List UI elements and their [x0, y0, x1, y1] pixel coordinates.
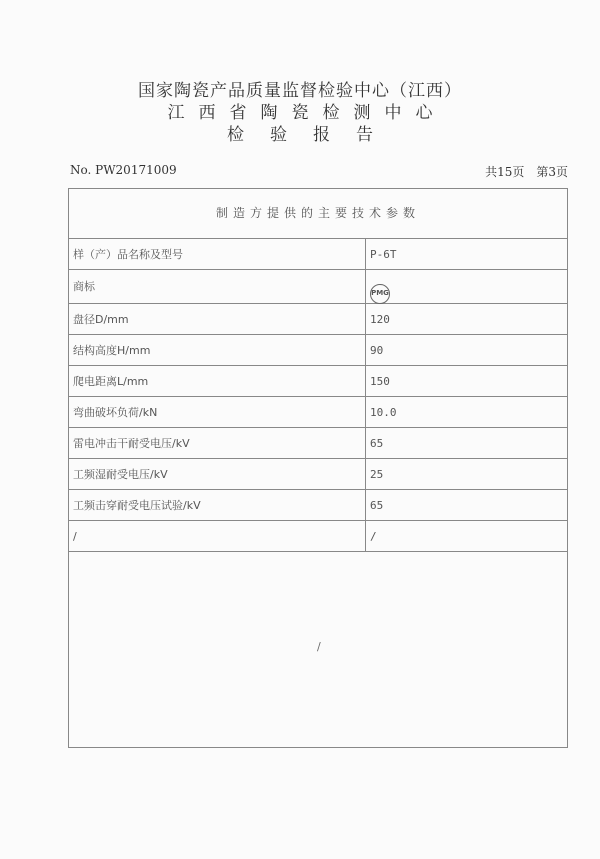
row-value: 65 [370, 437, 384, 450]
table-row [69, 304, 567, 335]
table-row [69, 521, 567, 552]
table-row [69, 335, 567, 366]
row-label: 弯曲破坏负荷/kN [69, 397, 366, 427]
parameter-table [68, 188, 568, 748]
row-value: 120 [370, 313, 390, 326]
table-row [69, 270, 567, 304]
row-label: 结构高度H/mm [69, 335, 366, 365]
row-label: 雷电冲击干耐受电压/kV [69, 428, 366, 458]
row-label: 工频击穿耐受电压试验/kV [69, 490, 366, 520]
table-blank-area [69, 552, 567, 728]
table-title: 制造方提供的主要技术参数 [69, 189, 567, 239]
row-label: 盘径D/mm [69, 304, 366, 334]
table-row [69, 397, 567, 428]
row-label: 商标 [69, 270, 366, 303]
table-row [69, 428, 567, 459]
row-value: 150 [370, 375, 390, 388]
row-label: 爬电距离L/mm [69, 366, 366, 396]
row-value: 25 [370, 468, 384, 481]
report-header [0, 80, 600, 146]
row-value: / [370, 530, 377, 543]
header-report-title: 检验报告 [227, 125, 399, 145]
row-value [366, 270, 567, 303]
row-label: / [69, 521, 366, 551]
header-institution: 国家陶瓷产品质量监督检验中心（江西） [138, 81, 462, 101]
table-row [69, 459, 567, 490]
row-value: 90 [370, 344, 384, 357]
row-value: 65 [370, 499, 384, 512]
table-row [69, 239, 567, 270]
row-value: 10.0 [370, 406, 397, 419]
trademark-logo: PMG [370, 284, 390, 304]
row-label: 样（产）品名称及型号 [69, 239, 366, 269]
table-row [69, 366, 567, 397]
page-info [485, 163, 568, 180]
row-label: 工频湿耐受电压/kV [69, 459, 366, 489]
blank-mark: / [317, 640, 321, 653]
row-value: P-6T [370, 248, 397, 261]
header-center: 江西省陶瓷检测中心 [167, 103, 447, 123]
current-page: 第3页 [536, 165, 568, 179]
table-row [69, 490, 567, 521]
report-number: No. PW20171009 [70, 163, 177, 177]
total-pages: 共15页 [485, 165, 525, 179]
